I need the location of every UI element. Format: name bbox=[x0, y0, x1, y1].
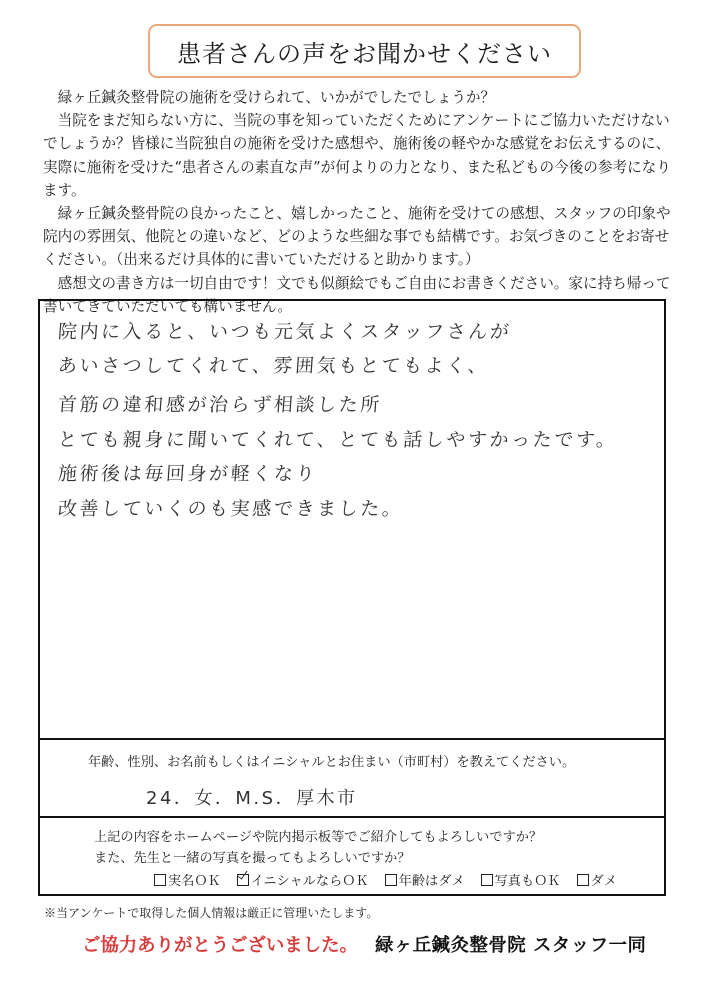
survey-form bbox=[38, 299, 666, 896]
option-label: 実名ＯＫ bbox=[168, 874, 221, 889]
consent-question-photo: また、先生と一緒の写真を撮ってもよろしいですか？ bbox=[94, 851, 411, 866]
consent-options bbox=[154, 870, 617, 889]
handwritten-comment-line: 改善していくのも実感できました。 bbox=[57, 498, 405, 520]
option-label: イニシャルならＯＫ bbox=[250, 874, 369, 889]
checkbox-icon[interactable] bbox=[577, 874, 589, 886]
option-initials-ok[interactable] bbox=[237, 870, 369, 889]
privacy-note: ※当アンケートで取得した個人情報は厳正に管理いたします。 bbox=[44, 906, 379, 920]
option-no-age[interactable] bbox=[385, 870, 465, 889]
option-label: ダメ bbox=[590, 874, 617, 889]
handwritten-comment-line: あいさつしてくれて、雰囲気もとてもよく、 bbox=[57, 355, 490, 377]
personal-info-answer[interactable]: 24．女．M.S．厚木市 bbox=[146, 788, 358, 809]
checkbox-icon[interactable] bbox=[385, 874, 397, 886]
checkbox-checked-icon[interactable] bbox=[237, 874, 249, 886]
clinic-signature: 緑ヶ丘鍼灸整骨院 スタッフ一同 bbox=[375, 935, 647, 956]
consent-section bbox=[40, 818, 664, 893]
intro-paragraph: 当院をまだ知らない方に、当院の事を知っていただくためにアンケートにご協力いただけないでしょうか？皆様に当院独自の施術を受けた感想や、施術後の軽やかな感覚をお伝えするのに、実際に施術を受けた“患者さんの素直な声”が何よりの力となり、また私どもの今後の参考になります。 bbox=[43, 112, 671, 199]
option-photo-ok[interactable] bbox=[481, 870, 561, 889]
personal-info-question: 年齢、性別、お名前もしくはイニシャルとお住まい（市町村）を教えてください。 bbox=[88, 755, 576, 770]
consent-question-publish: 上記の内容をホームページや院内掲示板等でご紹介してもよろしいですか？ bbox=[94, 830, 543, 845]
comment-area[interactable] bbox=[40, 301, 664, 740]
intro-paragraph: 緑ヶ丘鍼灸整骨院の良かったこと、嬉しかったこと、施術を受けての感想、スタッフの印象や院内の雰囲気、他院との違いなど、どのような些細な事でも結構です。お気づきのことをお寄せください。（出来るだけ具体的に書いていただけると助かります。） bbox=[43, 205, 671, 269]
checkbox-icon[interactable] bbox=[154, 874, 166, 886]
handwritten-comment-line: 施術後は毎回身が軽くなり bbox=[57, 463, 318, 485]
option-label: 年齢はダメ bbox=[398, 874, 465, 889]
checkbox-icon[interactable] bbox=[481, 874, 493, 886]
thanks-message: ご協力ありがとうございました。 bbox=[82, 935, 358, 956]
option-real-name-ok[interactable] bbox=[154, 870, 221, 889]
intro-text bbox=[43, 86, 671, 318]
option-decline[interactable] bbox=[577, 870, 617, 889]
handwritten-comment-line: とても親身に聞いてくれて、とても話しやすかったです。 bbox=[57, 429, 619, 451]
personal-info-section bbox=[40, 740, 664, 818]
option-label: 写真もＯＫ bbox=[494, 874, 561, 889]
intro-paragraph: 感想文の書き方は一切自由です！文でも似顔絵でもご自由にお書きください。家に持ち帰って書いてきていただいても構いません。 bbox=[43, 274, 671, 315]
handwritten-comment-line: 首筋の違和感が治らず相談した所 bbox=[57, 394, 383, 416]
handwritten-comment-line: 院内に入ると、いつも元気よくスタッフさんが bbox=[57, 321, 513, 343]
intro-paragraph: 緑ヶ丘鍼灸整骨院の施術を受けられて、いかがでしたでしょうか？ bbox=[57, 89, 496, 106]
survey-title: 患者さんの声をお聞かせください bbox=[148, 24, 581, 78]
